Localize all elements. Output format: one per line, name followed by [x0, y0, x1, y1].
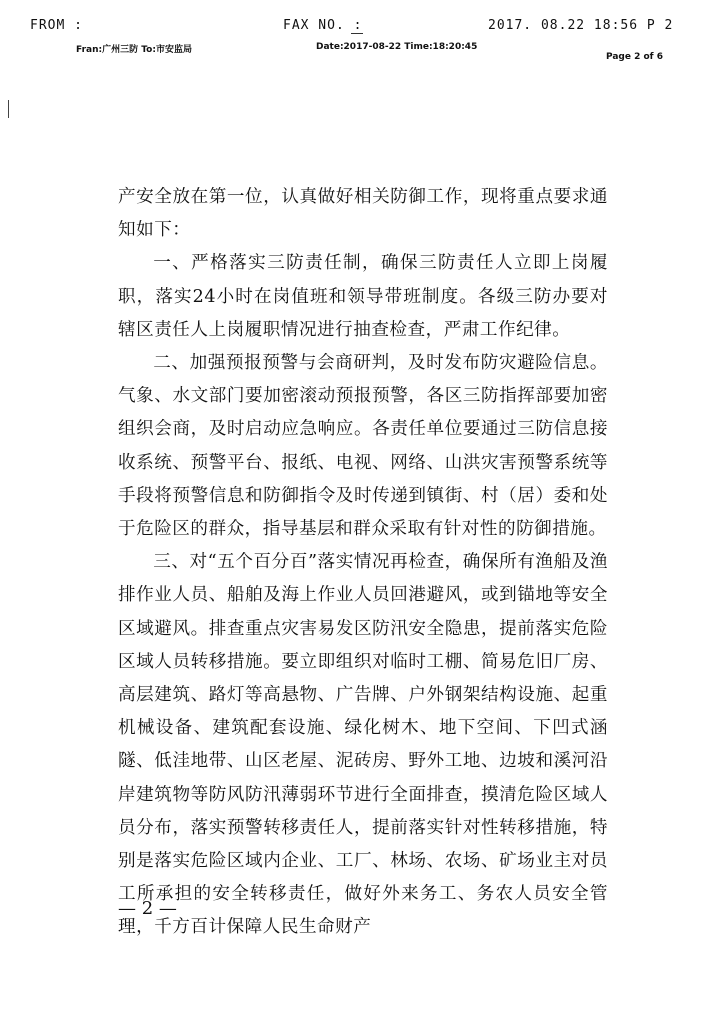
paragraph-item-1: 一、严格落实三防责任制，确保三防责任人立即上岗履职，落实24小时在岗值班和领导带班制度。各级三防办要对辖区责任人上岗履职情况进行抽查检查，严肃工作纪律。	[118, 253, 608, 340]
paragraph-item-2: 二、加强预报预警与会商研判，及时发布防灾避险信息。气象、水文部门要加密滚动预报预警，各区三防指挥部要加密组织会商，及时启动应急响应。各责任单位要通过三防信息接收系统、预警平台、报纸、电视、网络、山洪灾害预警系统等手段将预警信息和防御指令及时传递到镇街、村（居）委和处于危险区的群众，指导基层和群众采取有针对性的防御措施。	[118, 353, 608, 540]
fax-number-label: FAX NO. :	[283, 18, 363, 33]
fax-datetime: 2017. 08.22 18:56 P 2	[488, 18, 674, 33]
page-number: — 2 —	[118, 898, 177, 919]
fax-from-label: FROM :	[30, 18, 83, 33]
document-body	[118, 181, 608, 945]
fax-page-count: Page 2 of 6	[606, 52, 663, 62]
paragraph-intro-continuation: 产安全放在第一位，认真做好相关防御工作，现将重点要求通知如下：	[118, 187, 608, 241]
scan-artifact-line	[8, 100, 9, 118]
fax-header-mark	[351, 33, 363, 34]
paragraph-item-3: 三、对“五个百分百”落实情况再检查，确保所有渔船及渔排作业人员、船舶及海上作业人员回港避风，或到锚地等安全区域避风。排查重点灾害易发区防汛安全隐患，提前落实危险区域人员转移措施。要立即组织对临时工棚、简易危旧厂房、高层建筑、路灯等高悬物、广告牌、户外钢架结构设施、起重机械设备、建筑配套设施、绿化树木、地下空间、下凹式涵隧、低洼地带、山区老屋、泥砖房、野外工地、边坡和溪河沿岸建筑物等防风防汛薄弱环节进行全面排查，摸清危险区域人员分布，落实预警转移责任人，提前落实针对性转移措施，特别是落实危险区域内企业、工厂、林场、农场、矿场业主对员工所承担的安全转移责任，做好外来务工、务农人员安全管理，千方百计保障人民生命财产	[118, 552, 608, 938]
fax-route: Fran:广州三防 To:市安监局	[76, 45, 192, 55]
fax-date-time-stamp: Date:2017-08-22 Time:18:20:45	[316, 42, 478, 52]
fax-header	[0, 0, 718, 70]
